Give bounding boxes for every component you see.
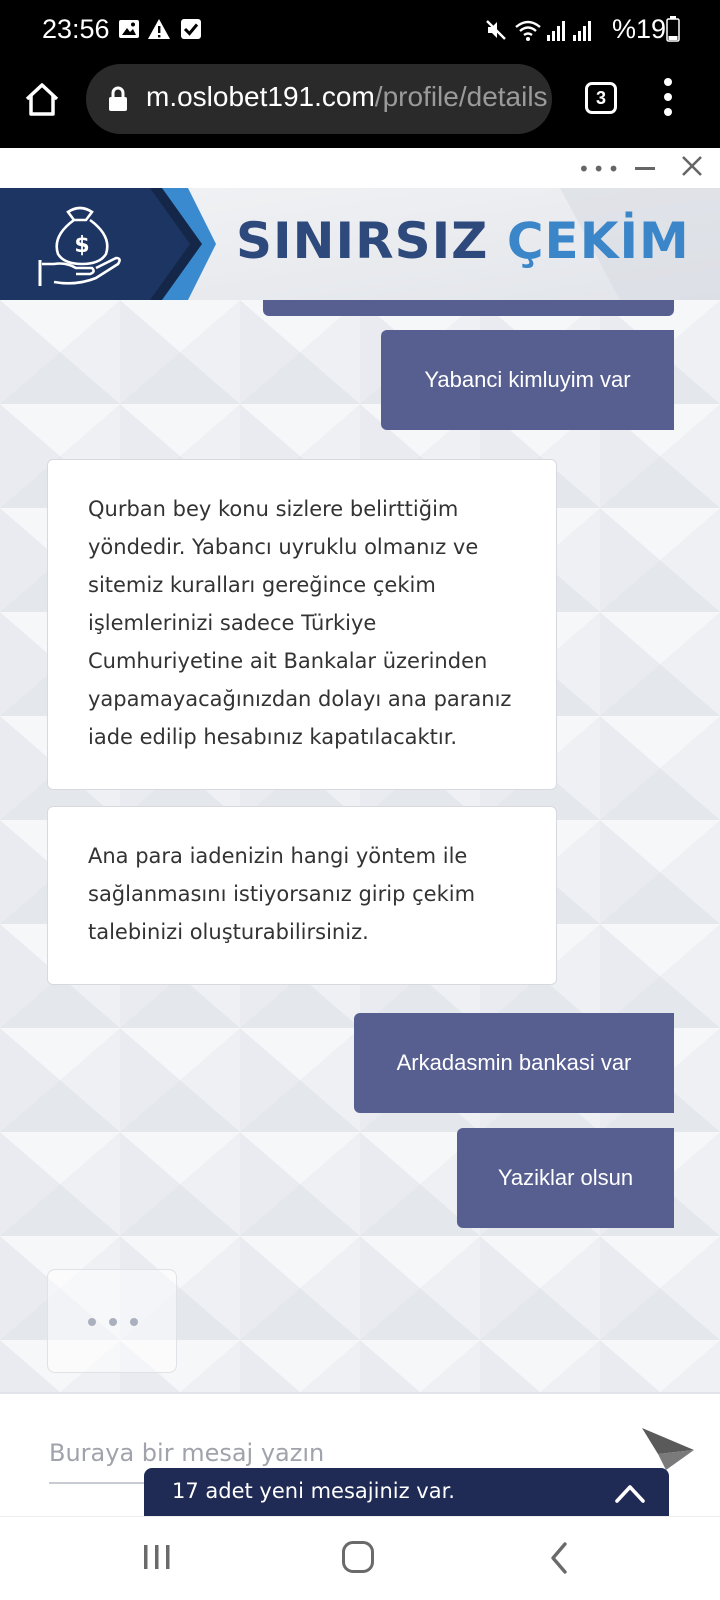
url-text: [146, 81, 550, 113]
signal-icon: [572, 18, 592, 42]
signal-icon: [546, 18, 566, 42]
home-icon[interactable]: [22, 80, 62, 120]
message-composer: [0, 1392, 720, 1516]
status-bar: [0, 0, 720, 62]
image-icon: [118, 18, 140, 40]
new-messages-notice[interactable]: [144, 1468, 669, 1518]
incoming-message: Ana para iadenizin hangi yöntem ile sağlanmasını istiyorsanız girip çekim talebinizi oluşturabilirsiniz.: [47, 806, 557, 985]
chat-window-controls: [0, 148, 720, 188]
mute-icon: [484, 18, 508, 42]
chat-messages[interactable]: [0, 300, 720, 1392]
banner-title-accent: ÇEKİM: [506, 212, 690, 270]
recent-apps-icon[interactable]: [142, 1543, 172, 1571]
chevron-up-icon[interactable]: [613, 1481, 647, 1505]
url-host: m.oslobet191.com: [146, 81, 375, 112]
outgoing-message: Yaziklar olsun: [457, 1128, 674, 1228]
minimize-icon[interactable]: [635, 167, 655, 170]
close-icon[interactable]: [680, 154, 704, 178]
new-messages-text: 17 adet yeni mesajiniz var.: [172, 1479, 455, 1503]
system-navigation-bar: [0, 1516, 720, 1600]
banner-title-main: SINIRSIZ: [236, 212, 507, 270]
send-icon[interactable]: [640, 1424, 696, 1472]
warning-icon: [147, 18, 171, 40]
previous-message-bubble: [263, 300, 674, 316]
incoming-message: Qurban bey konu sizlere belirttiğim yöndedir. Yabancı uyruklu olmanız ve sitemiz kuralları gereğince çekim işlemlerinizi sadece Türkiye Cumhuriyetine ait Bankalar üzerinden yapamayacağınızdan dolayı ana paranız iade edilip hesabınız kapatılacaktır.: [47, 459, 557, 790]
battery-icon: [666, 16, 680, 42]
svg-text:$: $: [74, 233, 90, 258]
money-bag-icon: [36, 202, 128, 288]
home-button-icon[interactable]: [342, 1541, 374, 1573]
lock-icon: [108, 86, 128, 112]
status-time: 23:56: [42, 14, 110, 44]
outgoing-message: Arkadasmin bankasi var: [354, 1013, 674, 1113]
tab-switcher-button[interactable]: 3: [585, 82, 617, 114]
back-icon[interactable]: [548, 1541, 570, 1575]
wifi-icon: [514, 18, 542, 42]
typing-indicator: [47, 1269, 177, 1373]
banner-title: [236, 212, 690, 270]
battery-percent: %19: [612, 14, 667, 44]
address-bar[interactable]: [86, 64, 552, 134]
promo-banner: [0, 188, 720, 300]
more-options-icon[interactable]: •••: [578, 157, 623, 181]
outgoing-message: Yabanci kimluyim var: [381, 330, 674, 430]
browser-menu-icon[interactable]: [660, 78, 676, 120]
browser-toolbar: [0, 62, 720, 148]
url-path: /profile/details: [374, 81, 548, 112]
check-icon: [180, 18, 202, 40]
